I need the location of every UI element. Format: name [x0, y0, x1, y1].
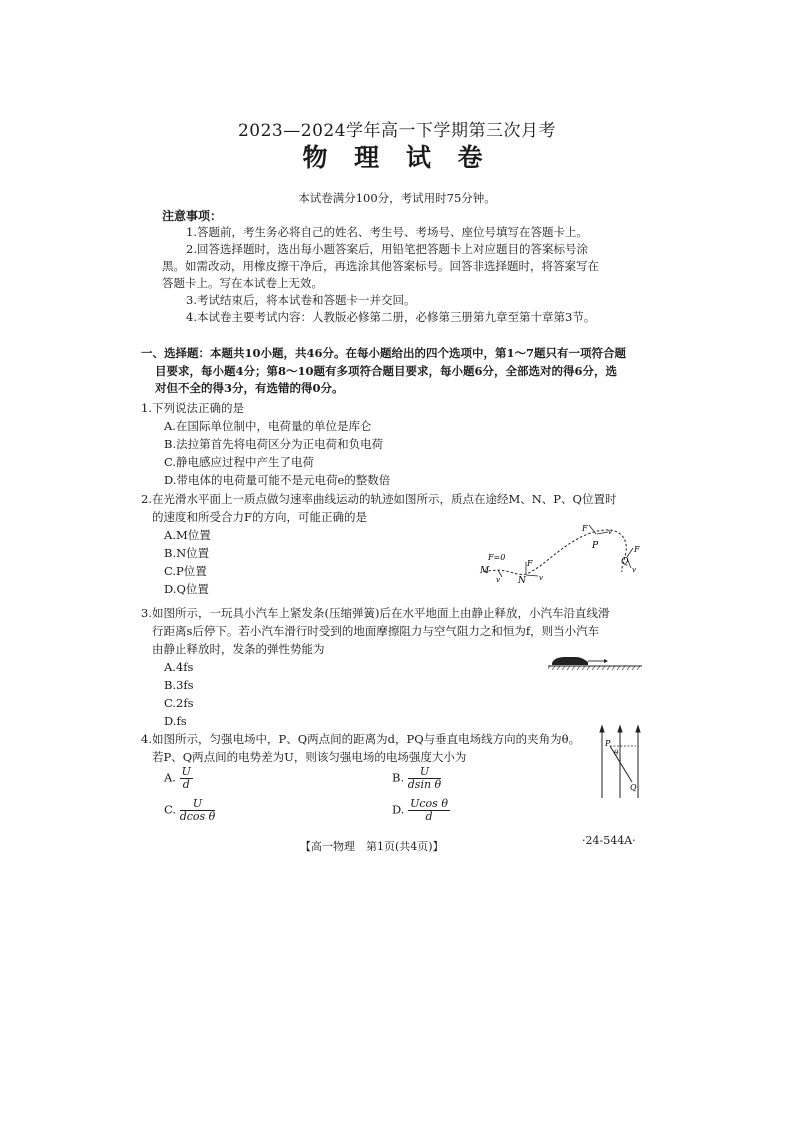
q3-option-a: A.4fs: [164, 660, 194, 674]
section-line: 目要求，每小题4分；第8～10题有多项符合题目要求，每小题6分，全部选对的得6分，选: [155, 363, 618, 378]
exam-subject: 物 理 试 卷: [302, 143, 492, 172]
section-line: 一、选择题：本题共10小题，共46分。在每小题给出的四个选项中，第1～7题只有一项符合题: [141, 346, 627, 360]
label-p: P: [605, 739, 611, 748]
denominator: d: [182, 778, 190, 791]
label-v: v: [632, 566, 636, 574]
question-4-stem: 若P、Q两点间的电势差为U，则该匀强电场的电场强度大小为: [152, 750, 467, 764]
label-v: v: [496, 576, 500, 584]
label-f0: F=0: [488, 553, 506, 562]
fraction: [180, 766, 193, 791]
label-m: M: [480, 566, 490, 576]
label-p: P: [592, 541, 599, 551]
q4-option-b: [392, 766, 441, 791]
q2-option-d: D.Q位置: [164, 582, 209, 596]
q4-option-a: [164, 766, 193, 791]
fraction: [408, 766, 441, 791]
notice-line: 黑。如需改动，用橡皮擦干净后，再选涂其他答案标号。回答非选择题时，将答案写在: [162, 259, 599, 273]
question-1-stem: 1.下列说法正确的是: [141, 401, 244, 415]
section-line: 对但不全的得3分，有选错的得0分。: [155, 381, 344, 395]
q1-option-a: A.在国际单位制中，电荷量的单位是库仑: [164, 419, 372, 433]
label-f: F: [527, 559, 533, 568]
numerator: U: [180, 798, 216, 811]
question-3-stem: 行距离s后停下。若小汽车滑行时受到的地面摩擦阻力与空气阻力之和恒为f，则当小汽车: [152, 624, 600, 638]
denominator: dcos θ: [179, 810, 216, 823]
label-q: Q: [621, 557, 629, 567]
denominator: dsin θ: [407, 778, 442, 791]
fraction: [408, 798, 450, 823]
exam-info: 本试卷满分100分，考试用时75分钟。: [298, 191, 496, 205]
question-3-stem: 由静止释放时，发条的弹性势能为: [152, 642, 325, 656]
notice-line: 4.本试卷主要考试内容：人教版必修第二册，必修第三册第九章至第十章第3节。: [186, 310, 596, 324]
label-v: v: [539, 574, 543, 582]
numerator: U: [408, 766, 441, 779]
option-label: C.: [164, 802, 177, 817]
q1-option-b: B.法拉第首先将电荷区分为正电荷和负电荷: [164, 437, 384, 451]
notice-line: 3.考试结束后，将本试卷和答题卡一并交回。: [186, 293, 416, 307]
label-f: F: [582, 524, 588, 533]
q2-option-c: C.P位置: [164, 564, 207, 578]
q2-option-b: B.N位置: [164, 546, 210, 560]
question-2-stem: 的速度和所受合力F的方向，可能正确的是: [152, 510, 367, 524]
question-3-stem: 3.如图所示，一玩具小汽车上紧发条(压缩弹簧)后在水平地面上由静止释放，小汽车沿直线滑: [141, 606, 610, 620]
q3-option-b: B.3fs: [164, 678, 194, 692]
option-label: D.: [392, 802, 405, 817]
q2-trajectory-figure: [476, 522, 652, 586]
option-label: A.: [164, 770, 176, 785]
numerator: Ucos θ: [410, 797, 448, 810]
label-theta: θ: [614, 749, 619, 757]
notice-heading: 注意事项：: [162, 209, 223, 223]
numerator: U: [181, 765, 191, 778]
fraction: [180, 798, 216, 823]
paper-code: ·24-544A·: [582, 834, 636, 847]
question-2-stem: 2.在光滑水平面上一质点做匀速率曲线运动的轨迹如图所示，质点在途经M、N、P、Q位置时: [141, 492, 617, 506]
label-n: N: [518, 576, 526, 586]
q4-option-d: [392, 798, 450, 823]
exam-title: 2023—2024学年高一下学期第三次月考: [237, 121, 557, 141]
question-4-stem: 4.如图所示，匀强电场中，P、Q两点间的距离为d，PQ与垂直电场线方向的夹角为θ。: [141, 732, 581, 746]
label-q: Q: [630, 783, 637, 792]
q2-option-a: A.M位置: [164, 528, 211, 542]
page-footer: 【高一物理 第1页(共4页)】: [300, 840, 444, 853]
q4-option-c: [164, 798, 215, 823]
label-f: F: [634, 545, 640, 554]
notice-line: 1.答题前，考生务必将自己的姓名、考生号、考场号、座位号填写在答题卡上。: [186, 225, 588, 239]
notice-line: 2.回答选择题时，选出每小题答案后，用铅笔把答题卡上对应题目的答案标号涂: [186, 242, 588, 256]
toy-car-figure: [548, 652, 642, 676]
label-v: v: [608, 528, 612, 536]
denominator: d: [425, 810, 433, 823]
q1-option-d: D.带电体的电荷量可能不是元电荷e的整数倍: [164, 473, 391, 487]
section-heading: [141, 345, 661, 398]
q3-option-c: C.2fs: [164, 696, 194, 710]
option-label: B.: [392, 770, 405, 785]
q3-option-d: D.fs: [164, 714, 187, 728]
notice-line: 答题卡上。写在本试卷上无效。: [162, 276, 323, 290]
electric-field-figure: [596, 724, 646, 800]
q1-option-c: C.静电感应过程中产生了电荷: [164, 455, 315, 469]
